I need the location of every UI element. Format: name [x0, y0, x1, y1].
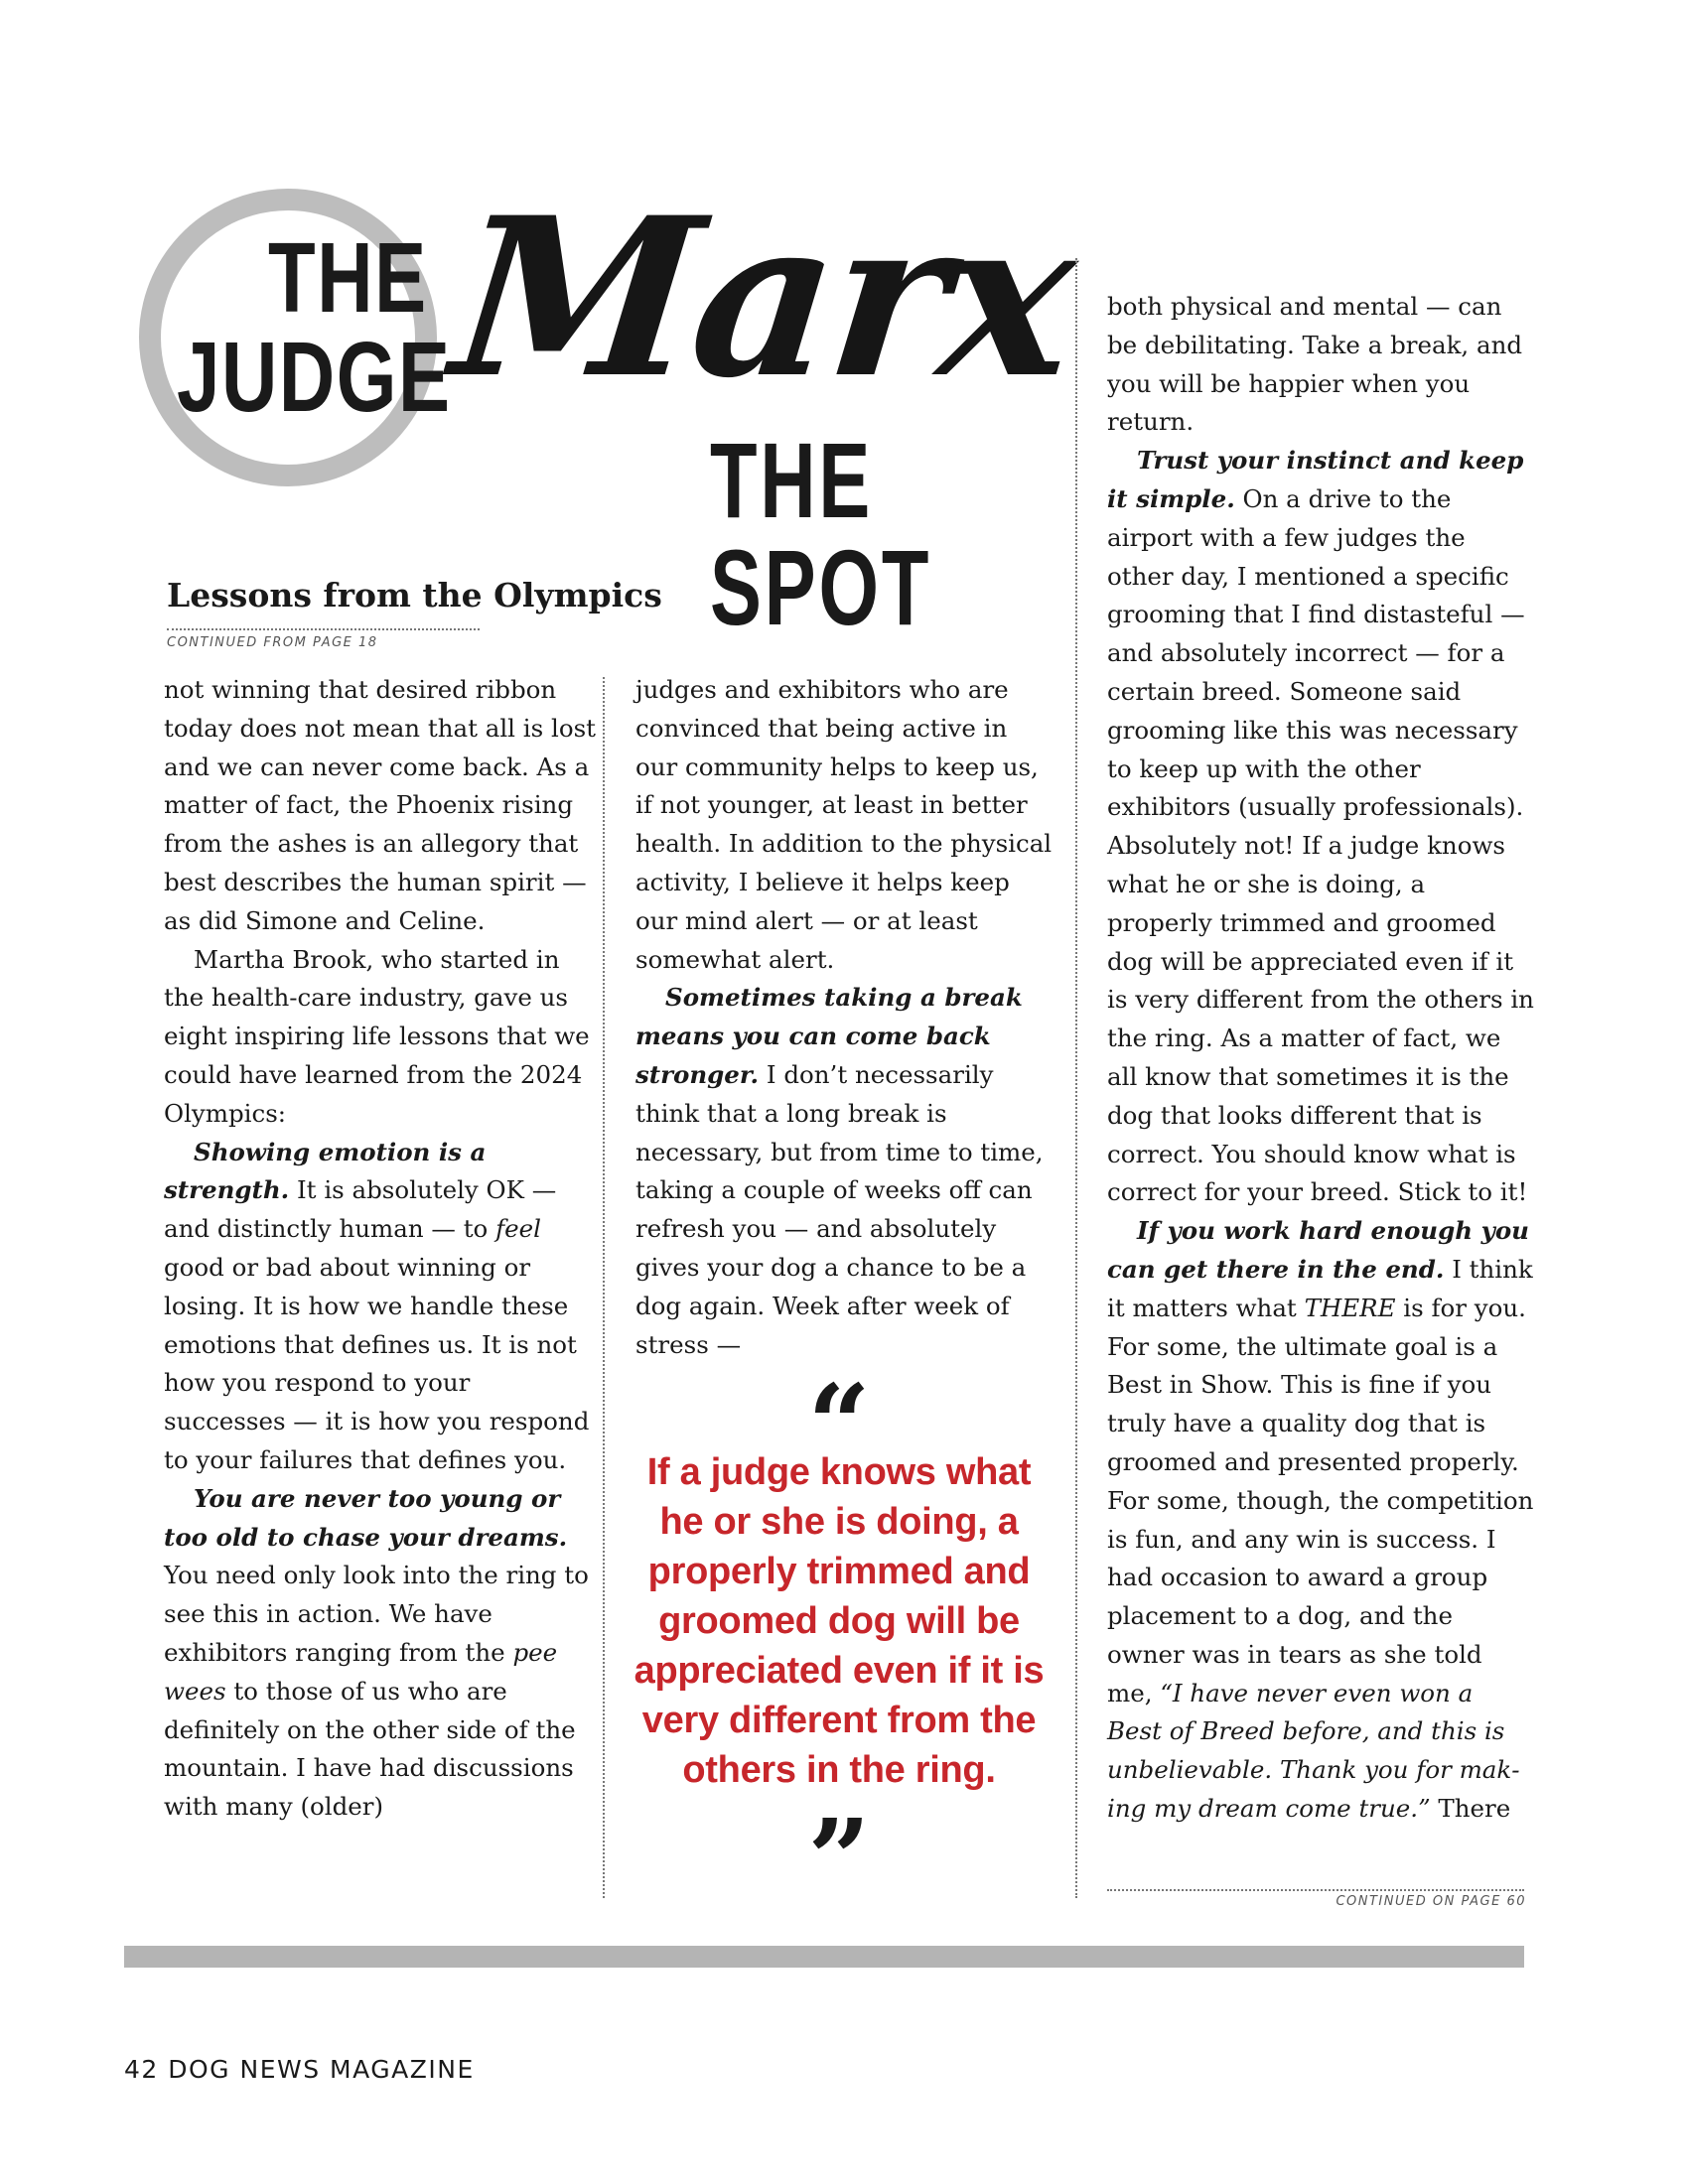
pull-quote — [631, 1360, 1048, 1923]
paragraph: not winning that desired ribbon today does not mean that all is lost and we can never come back. As a matter of fact, the Phoenix rising from the ashes is an allegory that best describes the human spirit — as did Simone and Celine. — [164, 675, 597, 935]
masthead-the: THE — [268, 222, 428, 334]
paragraph-text: I think it matters what — [1107, 1254, 1533, 1322]
article-column-2 — [635, 671, 1053, 1364]
open-quote-icon: “ — [807, 1360, 871, 1488]
footer-bar — [124, 1946, 1524, 1968]
paragraph-text: is for you. For some, the ultimate goal is a Best in Show. This is fine if you truly have a quality dog that is groomed and presented properly. For some, though, the competition is fun, and any win is success. I had occasion to award a group placement to a dog, and the owner was in tears as she told me, — [1107, 1293, 1534, 1707]
paragraph: Martha Brook, who started in the health-care industry, gave us eight inspiring life lessons that we could have learned from the 2024 Olympics: — [164, 944, 590, 1128]
paragraph-text: It is absolutely OK — and distinctly human — to — [164, 1175, 557, 1244]
paragraph-text: to those of us who are definitely on the other side of the mountain. I have had discussions with many (older) — [164, 1676, 576, 1822]
paragraph — [635, 979, 1053, 1364]
masthead-marx: Marx — [443, 169, 1083, 426]
pull-quote-text: If a judge knows what he or she is doing, a properly trimmed and groomed dog will be appreciated even if it is very different from the others in the ring. — [633, 1451, 1045, 1791]
dotted-rule — [167, 628, 480, 630]
paragraph — [1107, 1212, 1534, 1829]
emphasis: THERE — [1304, 1293, 1396, 1322]
paragraph-text: There — [1430, 1794, 1511, 1824]
lesson-lead: Trust your instinct and keep it simple. — [1107, 446, 1524, 513]
paragraph-text: You need only look into the ring to see this in action. We have exhibitors ranging from the — [164, 1561, 589, 1667]
continued-from-page: CONTINUED FROM PAGE 18 — [167, 635, 378, 650]
article-headline: Lessons from the Olympics — [167, 576, 662, 614]
paragraph: both physical and mental — can be debilitating. Take a break, and you will be happier when you return. — [1107, 292, 1523, 437]
paragraph — [164, 1134, 596, 1480]
masthead-the-spot: THE SPOT — [710, 420, 932, 647]
paragraph-text: I don’t necessarily think that a long break is necessary, but from time to time, taking a couple of weeks off can refresh you — and absolutely gives your dog a chance to be a dog again. Week after week of stress — — [635, 1059, 1044, 1359]
owner-quote: “I have never even won a Best of Breed before, and this is unbelievable. Thank you for making my dream come true.” — [1107, 1678, 1520, 1824]
dotted-rule — [1107, 1889, 1524, 1891]
emphasis: pee wees — [164, 1637, 558, 1706]
lesson-lead: You are never too young or too old to chase your dreams. — [164, 1483, 568, 1552]
lesson-lead: Showing emotion is a strength. — [164, 1137, 487, 1205]
paragraph-text: good or bad about winning or losing. It is how we handle these emotions that defines us. It is not how you respond to your successes — it is how you respond to your failures that defines you. — [164, 1252, 590, 1474]
emphasis: feel — [495, 1214, 541, 1244]
article-column-1 — [164, 671, 596, 1827]
paragraph — [1107, 442, 1534, 1212]
paragraph: judges and exhibitors who are convinced that being active in our community helps to keep us, if not younger, at least in better health. In addition to the physical activity, I believe it helps keep our mind alert — or at least somewhat alert. — [635, 675, 1053, 974]
continued-on-page: CONTINUED ON PAGE 60 — [1336, 1894, 1526, 1909]
column-divider — [1075, 258, 1077, 1898]
lesson-lead: Sometimes taking a break means you can come back stronger. — [635, 983, 1023, 1089]
paragraph-text: On a drive to the airport with a few judges the other day, I mentioned a specific grooming that I find distasteful — and absolutely incorrect — for a certain breed. Someone said grooming like this was necessary to keep up with the other exhibitors (usually professionals). Absolutely not! If a judge knows what he or she is doing, a properly trimmed and groomed dog will be appreciated even if it is very different from the others in the ring. As a matter of fact, we all know that sometimes it is the dog that looks different that is correct. You should know what is correct for your breed. Stick to it! — [1107, 483, 1534, 1207]
masthead-judge: JUDGE — [177, 322, 452, 433]
article-column-3 — [1107, 288, 1534, 1829]
lesson-lead: If you work hard enough you can get there in the end. — [1107, 1216, 1529, 1284]
page-folio: 42 DOG NEWS MAGAZINE — [124, 2055, 475, 2084]
column-divider — [603, 677, 605, 1898]
close-quote-icon: ” — [807, 1795, 871, 1923]
paragraph — [164, 1480, 596, 1827]
